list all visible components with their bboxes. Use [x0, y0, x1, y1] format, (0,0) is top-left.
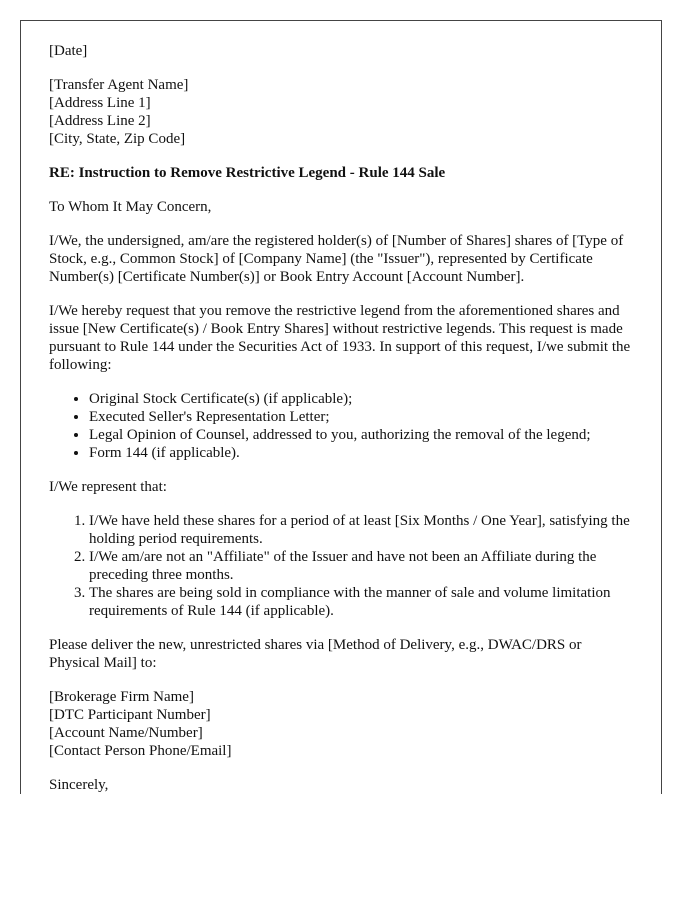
brokerage-firm: [Brokerage Firm Name]: [49, 689, 194, 705]
dtc-number: [DTC Participant Number]: [49, 707, 211, 723]
contact-person: [Contact Person Phone/Email]: [49, 743, 232, 759]
subject-line: RE: Instruction to Remove Restrictive Legend - Rule 144 Sale: [49, 165, 446, 181]
list-item: • Executed Seller's Representation Letter;: [89, 408, 633, 426]
representation-list: [49, 512, 633, 620]
list-item: • Legal Opinion of Counsel, addressed to you, authorizing the removal of the legend;: [89, 426, 633, 444]
list-item: 1. I/We have held these shares for a period of at least [Six Months / One Year], satisfying the holding period requirements.: [89, 512, 633, 548]
letter-date: [Date]: [49, 43, 88, 59]
enclosure-list: [49, 390, 633, 462]
salutation: To Whom It May Concern,: [49, 199, 212, 215]
list-item: • Form 144 (if applicable).: [89, 444, 633, 462]
account-name: [Account Name/Number]: [49, 725, 203, 741]
brokerage-details: [49, 688, 633, 760]
address-line-2: [Address Line 2]: [49, 113, 151, 129]
paragraph-request: I/We hereby request that you remove the restrictive legend from the aforementioned shares and issue [New Certificate(s) / Book Entry Shares] without restrictive legends. This request is made pursuant to Rule 144 under the Securities Act of 1933. In support of this request, I/we submit the following:: [49, 303, 631, 373]
list-item: • Original Stock Certificate(s) (if applicable);: [89, 390, 633, 408]
letter: [20, 20, 662, 794]
represent-intro: I/We represent that:: [49, 479, 167, 495]
recipient-address: [49, 76, 633, 148]
closing: Sincerely,: [49, 777, 109, 793]
city-state-zip: [City, State, Zip Code]: [49, 131, 186, 147]
recipient-name: [Transfer Agent Name]: [49, 77, 189, 93]
list-item: 2. I/We am/are not an "Affiliate" of the Issuer and have not been an Affiliate during the preceding three months.: [89, 548, 633, 584]
delivery-instructions: Please deliver the new, unrestricted shares via [Method of Delivery, e.g., DWAC/DRS or Physical Mail] to:: [49, 637, 582, 671]
list-item: 3. The shares are being sold in compliance with the manner of sale and volume limitation requirements of Rule 144 (if applicable).: [89, 584, 633, 620]
address-line-1: [Address Line 1]: [49, 95, 151, 111]
paragraph-holder: I/We, the undersigned, am/are the registered holder(s) of [Number of Shares] shares of [Type of Stock, e.g., Common Stock] of [Company Name] (the "Issuer"), represented by Certificate Number(s) [Certificate Number(s)] or Book Entry Account [Account Number].: [49, 233, 624, 285]
document-viewport: [20, 20, 662, 834]
